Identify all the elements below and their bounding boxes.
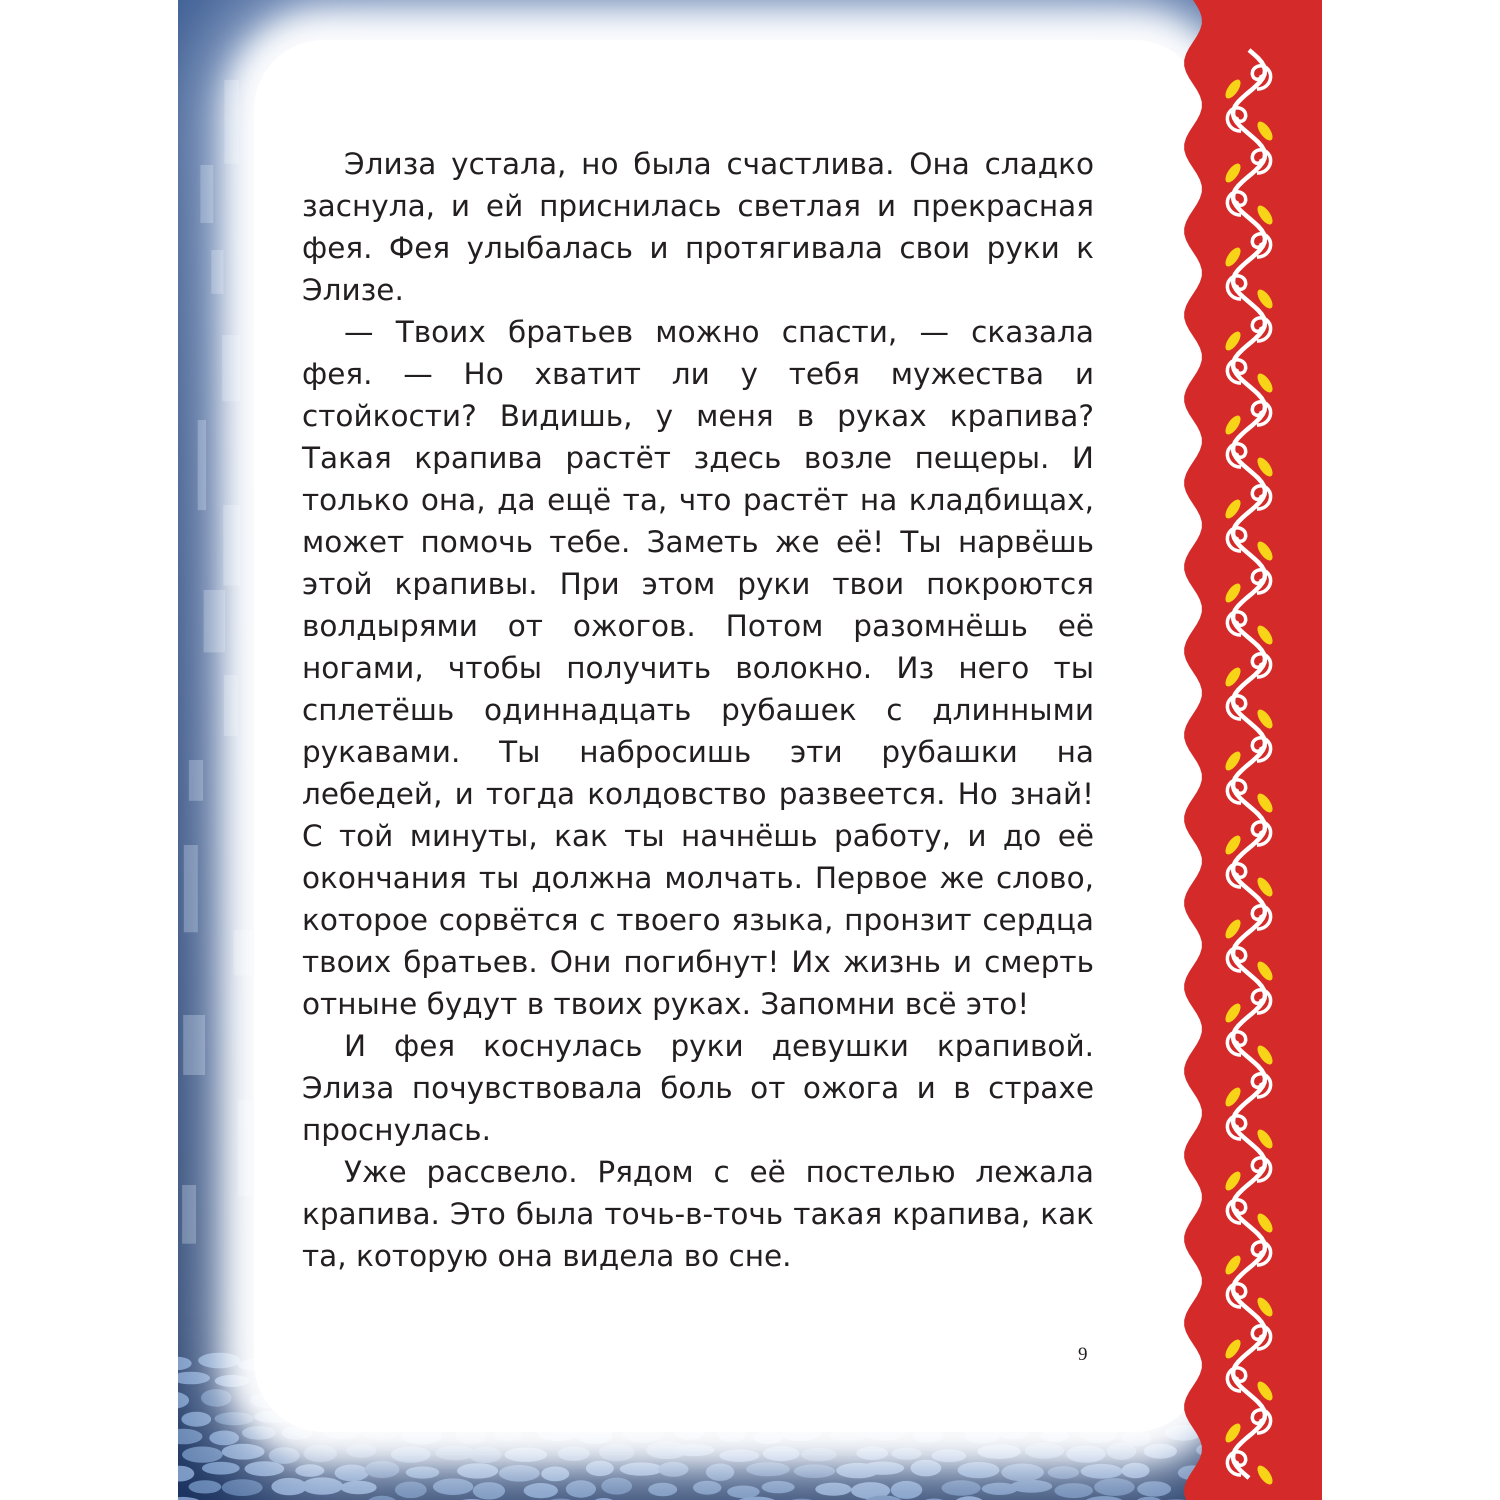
paragraph-2: — Твоих братьев можно спасти, — сказала фея. — Но хватит ли у тебя мужества и стойкости? Видишь, у меня в руках крапива? Такая крапива растёт здесь возле пещеры. И только она, да ещё та, что растёт на кладбищах, может помочь тебе. Заметь же её! Ты нарвёшь этой крапивы. При этом руки твои покроются волдырями от ожогов. Потом разомнёшь её ногами, чтобы получить волокно. Из него ты сплетёшь одиннадцать рубашек с длинными рукавами. Ты набросишь эти рубашки на лебедей, и тогда колдовство развеется. Но знай! С той минуты, как ты начнёшь работу, и до её окончания ты должна молчать. Первое же слово, которое сорвётся с твоего языка, пронзит сердца твоих братьев. Они погибнут! Их жизнь и смерть отныне будут в твоих руках. Запомни всё это!: [302, 315, 1094, 1021]
paragraph-3: И фея коснулась руки девушки крапивой. Элиза почувствовала боль от ожога и в страхе проснулась.: [302, 1029, 1094, 1147]
page-number: 9: [1078, 1344, 1088, 1365]
paragraph-1: Элиза устала, но была счастлива. Она сладко заснула, и ей приснилась светлая и прекрасная фея. Фея улыбалась и протягивала свои руки к Элизе.: [302, 147, 1094, 307]
book-page: [178, 0, 1322, 1500]
paragraph-4: Уже рассвело. Рядом с её постелью лежала крапива. Это была точь-в-точь такая крапива, как та, которую она видела во сне.: [302, 1155, 1094, 1273]
ornamental-border: [178, 0, 1322, 1500]
